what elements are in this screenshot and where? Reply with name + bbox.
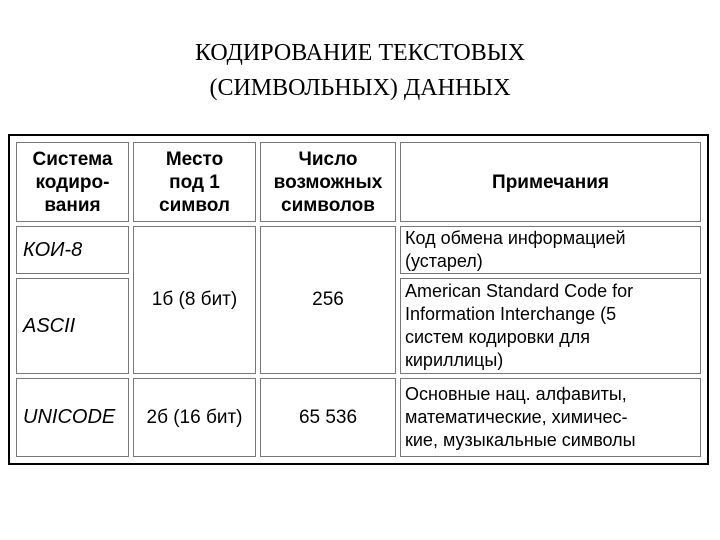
encoding-table [8,134,709,465]
row-ascii-name: ASCII [16,278,129,374]
header-count: Число возможных символов [260,142,396,222]
row-ascii-note: American Standard Code for Information Interchange (5 систем кодировки для кириллицы) [400,278,701,374]
slide-title-line-1: КОДИРОВАНИЕ ТЕКСТОВЫХ [194,40,526,66]
row-unicode-count: 65 536 [260,378,396,457]
header-notes: Примечания [400,142,701,222]
slide-title-line-2: (СИМВОЛЬНЫХ) ДАННЫХ [209,75,511,101]
merged-count: 256 [260,226,396,374]
header-system: Система кодиро- вания [16,142,129,222]
header-place: Место под 1 символ [133,142,256,222]
row-unicode-name: UNICODE [16,378,129,457]
row-koi8-note: Код обмена информацией (устарел) [400,226,701,274]
row-koi8-name: КОИ-8 [16,226,129,274]
row-unicode-place: 2б (16 бит) [133,378,256,457]
row-unicode-note: Основные нац. алфавиты, математические, химичес- кие, музыкальные символы [400,378,701,457]
merged-place: 1б (8 бит) [133,226,256,374]
